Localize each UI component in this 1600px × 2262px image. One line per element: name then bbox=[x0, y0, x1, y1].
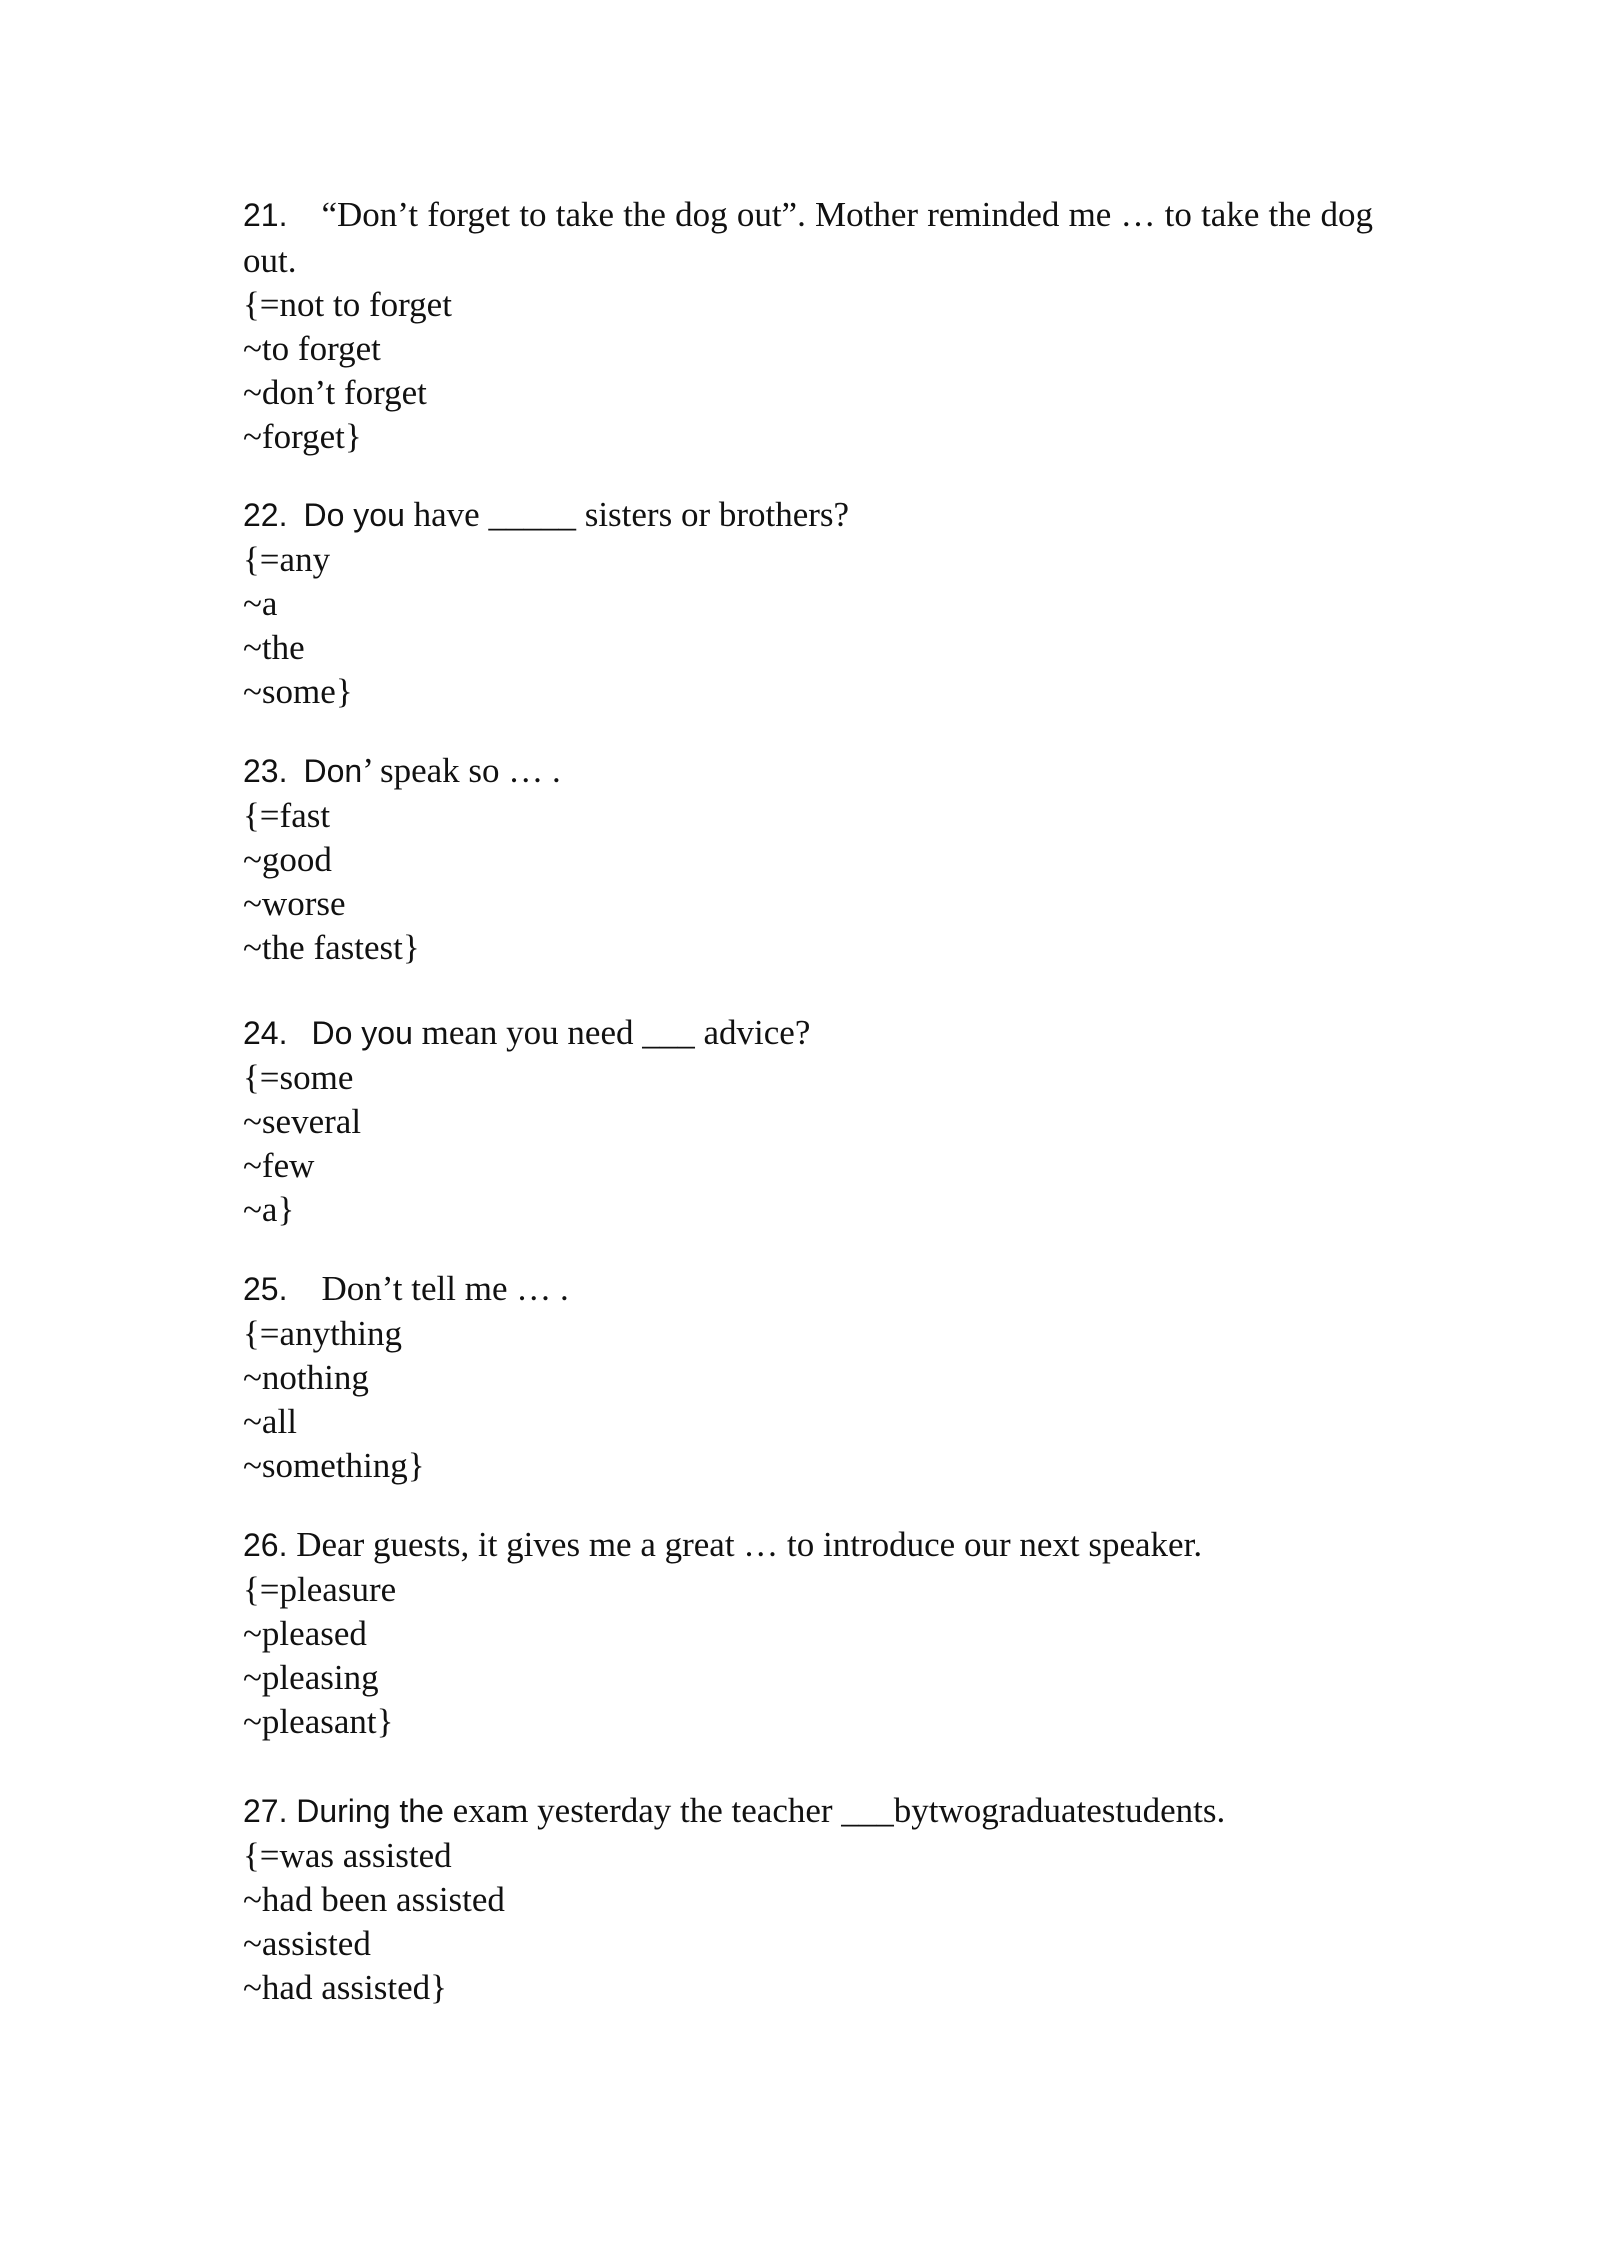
question-number: 25. bbox=[243, 1271, 288, 1307]
question-stem bbox=[243, 748, 561, 794]
question-number: 21. bbox=[243, 197, 288, 233]
answer-option: {=was assisted bbox=[243, 1836, 452, 1875]
answer-option: ~had been assisted bbox=[243, 1880, 505, 1919]
question-text: Don’t tell me … . bbox=[321, 1269, 569, 1308]
question-27 bbox=[243, 1788, 1225, 2010]
answer-option: ~some} bbox=[243, 672, 353, 711]
question-prefix: Do you bbox=[311, 1015, 413, 1051]
question-26 bbox=[243, 1522, 1202, 1744]
question-number: 23. bbox=[243, 753, 288, 789]
question-24 bbox=[243, 1010, 810, 1232]
question-text: mean you need ___ advice? bbox=[421, 1013, 811, 1052]
question-21 bbox=[243, 192, 1373, 459]
answer-option: ~a bbox=[243, 584, 278, 623]
question-stem bbox=[243, 1266, 569, 1312]
answer-option: {=fast bbox=[243, 796, 331, 835]
question-prefix: Don bbox=[303, 753, 363, 789]
question-text: exam yesterday the teacher ___bytwograduatestudents. bbox=[452, 1791, 1226, 1830]
question-number: 27. bbox=[243, 1793, 288, 1829]
question-text: “Don’t forget to take the dog out”. Mother reminded me … to take the dog out. bbox=[243, 195, 1373, 280]
answer-option: ~worse bbox=[243, 884, 346, 923]
question-number: 24. bbox=[243, 1015, 288, 1051]
answer-option: {=not to forget bbox=[243, 285, 452, 324]
answer-option: ~pleasing bbox=[243, 1658, 379, 1697]
answer-option: {=any bbox=[243, 540, 331, 579]
question-stem bbox=[243, 1522, 1202, 1568]
answer-option: ~the bbox=[243, 628, 305, 667]
answer-option: ~pleased bbox=[243, 1614, 367, 1653]
question-text: ’ speak so … . bbox=[362, 751, 561, 790]
question-stem bbox=[243, 492, 849, 538]
question-number: 26. bbox=[243, 1527, 288, 1563]
question-stem bbox=[243, 192, 1373, 283]
answer-option: ~had assisted} bbox=[243, 1968, 447, 2007]
answer-option: ~assisted bbox=[243, 1924, 371, 1963]
question-text: Dear guests, it gives me a great … to introduce our next speaker. bbox=[296, 1525, 1203, 1564]
answer-option: ~pleasant} bbox=[243, 1702, 394, 1741]
answer-option: ~a} bbox=[243, 1190, 295, 1229]
question-stem bbox=[243, 1010, 810, 1056]
answer-option: ~forget} bbox=[243, 417, 362, 456]
question-text: have _____ sisters or brothers? bbox=[413, 495, 850, 534]
question-23 bbox=[243, 748, 561, 970]
answer-option: ~to forget bbox=[243, 329, 381, 368]
answer-option: ~good bbox=[243, 840, 332, 879]
question-number: 22. bbox=[243, 497, 288, 533]
answer-option: ~all bbox=[243, 1402, 297, 1441]
answer-option: ~the fastest} bbox=[243, 928, 420, 967]
answer-option: {=pleasure bbox=[243, 1570, 397, 1609]
answer-option: {=anything bbox=[243, 1314, 403, 1353]
question-stem bbox=[243, 1788, 1225, 1834]
question-prefix: Do you bbox=[303, 497, 405, 533]
answer-option: ~several bbox=[243, 1102, 362, 1141]
answer-option: ~something} bbox=[243, 1446, 425, 1485]
question-25 bbox=[243, 1266, 569, 1488]
question-prefix: During the bbox=[296, 1793, 444, 1829]
question-22 bbox=[243, 492, 849, 714]
answer-option: ~few bbox=[243, 1146, 315, 1185]
answer-option: ~nothing bbox=[243, 1358, 369, 1397]
answer-option: {=some bbox=[243, 1058, 354, 1097]
answer-option: ~don’t forget bbox=[243, 373, 427, 412]
